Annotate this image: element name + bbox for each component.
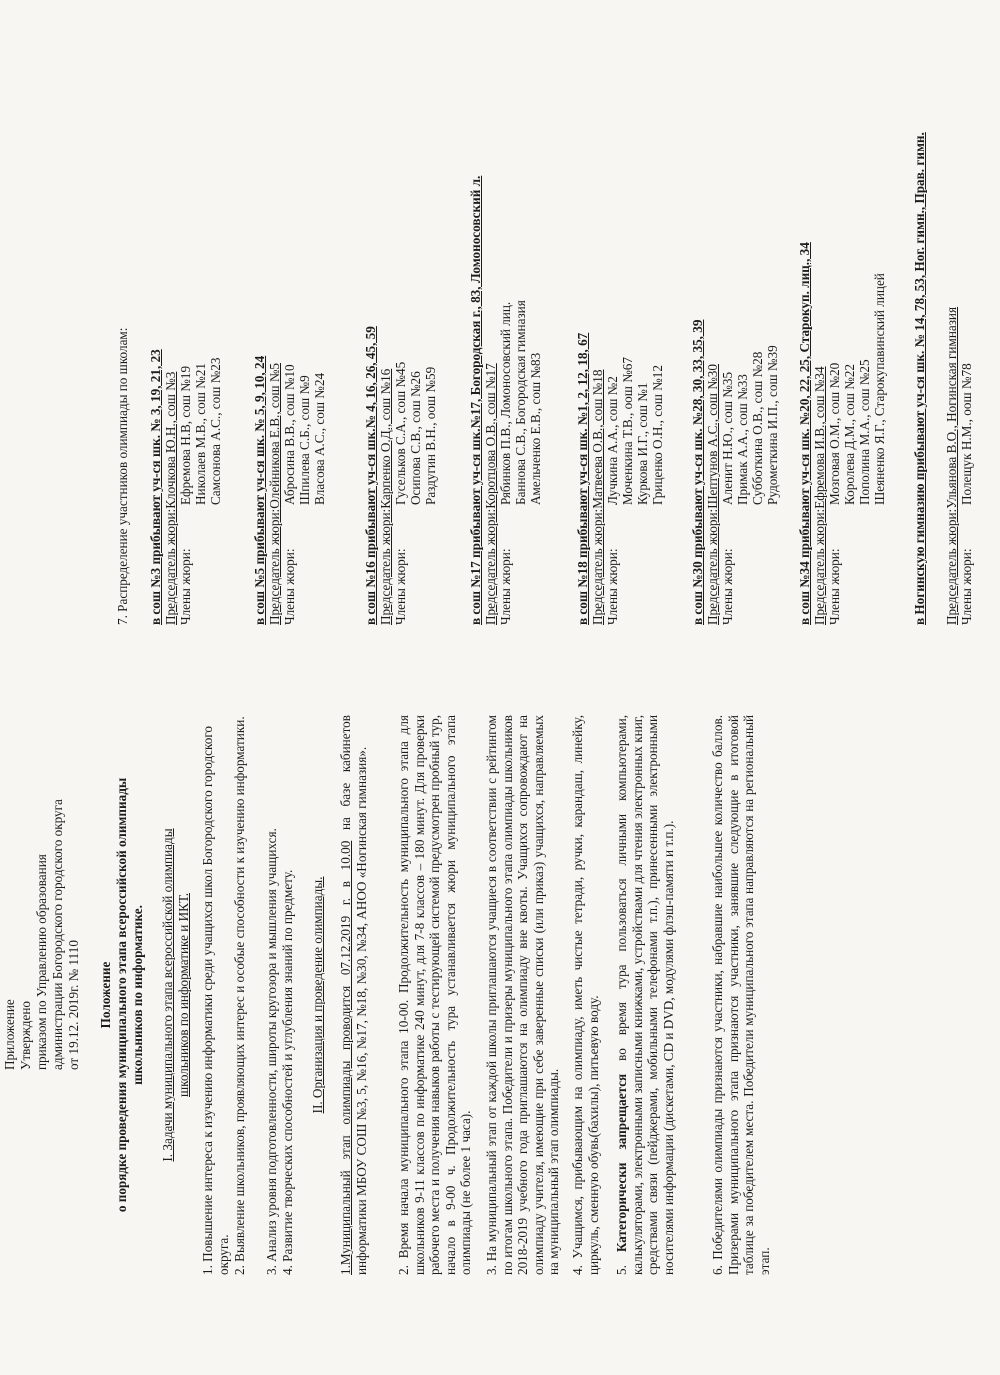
member: Примак А.А., сош №33 — [735, 374, 750, 505]
member: Раздугин В.Н., оош №59 — [423, 366, 438, 505]
member: Шеяненко Я.Г., Старокупавинский лицей — [872, 273, 887, 505]
member: Баннова С.В., Богородская гимназия — [513, 300, 528, 505]
distribution-column — [0, 65, 1000, 625]
member: Гусельков С.А., сош №45 — [393, 361, 408, 505]
members-label: Члены жюри: — [282, 548, 297, 625]
members-label: Члены жюри: — [393, 548, 408, 625]
member: Рябинков П.В., Ломоносовский лиц. — [498, 301, 513, 505]
members-label: Члены жюри: — [827, 548, 842, 625]
member: Рудометкина И.П., сош №39 — [765, 345, 780, 505]
paragraph-1-rest: на базе кабинетов информатики МБОУ СОШ №3, 5, №16, №17, №18, №30, №34, АНОО «Ногинская гимназия». — [338, 715, 369, 1275]
group-header-school-3: в сош №3 прибывают уч-ся шк. № 3, 19, 21, 23 — [148, 349, 163, 625]
members-label: Члены жюри: — [959, 548, 974, 625]
member: Мозговая О.М., сош №20 — [827, 362, 842, 505]
member: Амельченко Е.В., сош №83 — [528, 352, 543, 505]
group-chair-school-30: Председатель жюри:Шептунов А.С., сош №30 — [705, 364, 720, 625]
task-item-1: 1. Повышение интереса к изучению информатики среди учащихся школ Богородского городского округа. — [200, 725, 231, 1275]
paragraph-5-rest: во время тура пользоваться личными компьютерами, калькуляторами, электронными записными книжками, устройствами для чтения электронных книг, средствами связи (пейджерами, мобильными телефонами т.п.), принесенными электронными носителями информации (дискетами, CD и DVD, модулями флэш-памяти и т.п.). — [614, 714, 676, 1275]
member: Королева Д.М., сош №22 — [842, 364, 857, 505]
group-header-school-17: в сош №17 прибывают уч-ся шк.№17, Богородская г., 83, Ломоносовский л. — [468, 175, 483, 625]
member: Аленит Н.Ю., сош №35 — [720, 371, 735, 505]
section1-heading: I. Задачи муниципального этапа всероссийской олимпиады — [160, 828, 175, 1162]
group-chair-school-5: Председатель жюри:Олейникова Е.В., сош №5 — [267, 363, 282, 625]
members-label: Члены жюри: — [720, 548, 735, 625]
section1-heading-line2: школьников по информатике и ИКТ. — [176, 893, 191, 1097]
paragraph-1 — [338, 715, 369, 1275]
member: Полещук Н.М., оош №78 — [959, 363, 974, 505]
paragraph-2: 2. Время начала муниципального этапа 10-00. Продолжительность муниципального этапа для школьников 9-11 классов по информатике 240 минут, для 7-8 классов – 180 минут. Для проверки рабочего места и получения навыков работы с тестирующей системой предусмотрен пробный тур, начало в 9-00 ч. Продолжительность тура устанавливается жюри муниципального этапа олимпиады (не более 1 часа). — [396, 715, 473, 1275]
member: Абросина В.В., сош №10 — [282, 364, 297, 505]
paragraph-4: 4. Учащимся, прибывающим на олимпиаду, иметь чистые тетради, ручки, карандаш, линейку, циркуль, сменную обувь(бахилы), питьевую воду. — [570, 715, 601, 1275]
group-chair-school-3: Председатель жюри:Клочкова Ю.Н., сош №3 — [163, 371, 178, 625]
paragraph-5 — [614, 715, 676, 1275]
member: Ефремова Н.В, сош №19 — [178, 365, 193, 505]
group-chair-school-17: Председатель жюри:Коротцова О.В., сош №17 — [483, 363, 498, 625]
member: Власова А.С., сош №24 — [312, 372, 327, 505]
distribution-heading: 7. Распределение участников олимпиады по школам: — [115, 327, 130, 625]
approved-label: Утверждено — [18, 1000, 33, 1070]
member: Осипова С.В., сош №26 — [408, 371, 423, 505]
administration-line: администрации Богородского городского округа — [50, 799, 65, 1070]
group-header-school-5: в сош №5 прибывают уч-ся шк. № 5, 9, 10, 24 — [252, 355, 267, 625]
group-header-school-34: в сош №34 прибывают уч-ся шк. №20, 22, 25, Старокуп. лиц., 34 — [797, 242, 812, 625]
member: Шпилева С.Б., сош №9 — [297, 375, 312, 505]
group-chair-school-34: Председатель жюри:Ефремова И.В., сош №34 — [812, 366, 827, 625]
member: Гриценко О.Н., сош №12 — [650, 365, 665, 505]
order-line: приказом по Управлению образования — [34, 854, 49, 1070]
paragraph-1-lead: 1.Муниципальный этап олимпиады проводится 07.12.2019 г. в 10.00 — [338, 840, 353, 1275]
task-item-4: 4. Развитие творческих способностей и углубления знаний по предмету. — [280, 869, 295, 1275]
paragraph-6: 6. Победителями олимпиады признаются участники, набравшие наибольшее количество баллов. Призерами муниципального этапа признаются участники, занявшие следующие в итоговой таблице за победителем места. Победители муниципального этапа направляются на региональный этап. — [710, 715, 772, 1275]
member: Пополина М.А., сош №25 — [857, 359, 872, 505]
document-subtitle-line2: школьников по информатике. — [130, 905, 145, 1085]
document-subtitle-line1: о порядке проведения муниципального этапа всероссийской олимпиады — [114, 777, 129, 1213]
group-header-school-16: в сош №16 прибывают уч-ся шк.№ 4, 16, 26, 45, 59 — [363, 326, 378, 625]
members-label: Члены жюри: — [498, 548, 513, 625]
member: Николаев М.В., сош №21 — [193, 363, 208, 505]
task-item-2: 2. Выявление школьников, проявляющих интерес и особые способности к изучению информатики. — [232, 716, 247, 1275]
member: Лучкина А.А., сош №2 — [605, 376, 620, 505]
group-header-school-18: в сош №18 прибывают уч-ся шк. №1, 2, 12, 18, 67 — [575, 332, 590, 625]
paragraph-3: 3. На муниципальный этап от каждой школы приглашаются учащиеся в соответствии с рейтингом по итогам школьного этапа. Победители и призеры муниципального этапа олимпиады школьников 2018-2019 учебного года приглашаются на олимпиаду вне квоты. Учащихся сопровождают на олимпиаду учителя, имеющие при себе заверенные списки (или приказ) учащихся, направляемых на муниципальный этап олимпиады. — [484, 715, 561, 1275]
section2-heading: II. Организация и проведение олимпиады. — [310, 876, 325, 1114]
member: Куркова И.Г., сош №1 — [635, 382, 650, 505]
task-item-3: 3. Анализ уровня подготовленности, широты кругозора и мышления учащихся. — [264, 828, 279, 1275]
order-date-number: от 19.12. 2019г. № 1110 — [66, 940, 81, 1070]
paragraph-5-number: 5. — [614, 1265, 629, 1275]
member: Субботкина О.В., сош №28 — [750, 351, 765, 505]
members-label: Члены жюри: — [178, 548, 193, 625]
appendix-label: Приложение — [2, 999, 17, 1070]
group-chair-school-18: Председатель жюри:Матвеева О.В., сош №18 — [590, 369, 605, 625]
members-label: Члены жюри: — [605, 548, 620, 625]
document-title: Положение — [98, 961, 113, 1029]
group-header-school-30: в сош №30 прибывают уч-ся шк. №28, 30, 33, 35, 39 — [690, 319, 705, 625]
regulation-column — [0, 715, 1000, 1275]
member: Самсонова А.С., сош №23 — [208, 357, 223, 505]
paragraph-5-lead: Категорически запрещается — [614, 1073, 629, 1253]
member: Моченкина Т.В., оош №67 — [620, 357, 635, 505]
group-chair-school-16: Председатель жюри:Карпенко О.Д., сош №16 — [378, 368, 393, 625]
group-header-noginsk-gymnasium: в Ногинскую гимназию прибывают уч-ся шк. № 14, 78, 53, Ног. гимн., Прав. гимн. — [912, 132, 927, 625]
group-chair-noginsk-gymnasium: Председатель жюри:Ульянова В.О., Ногинская гимназия — [944, 306, 959, 625]
